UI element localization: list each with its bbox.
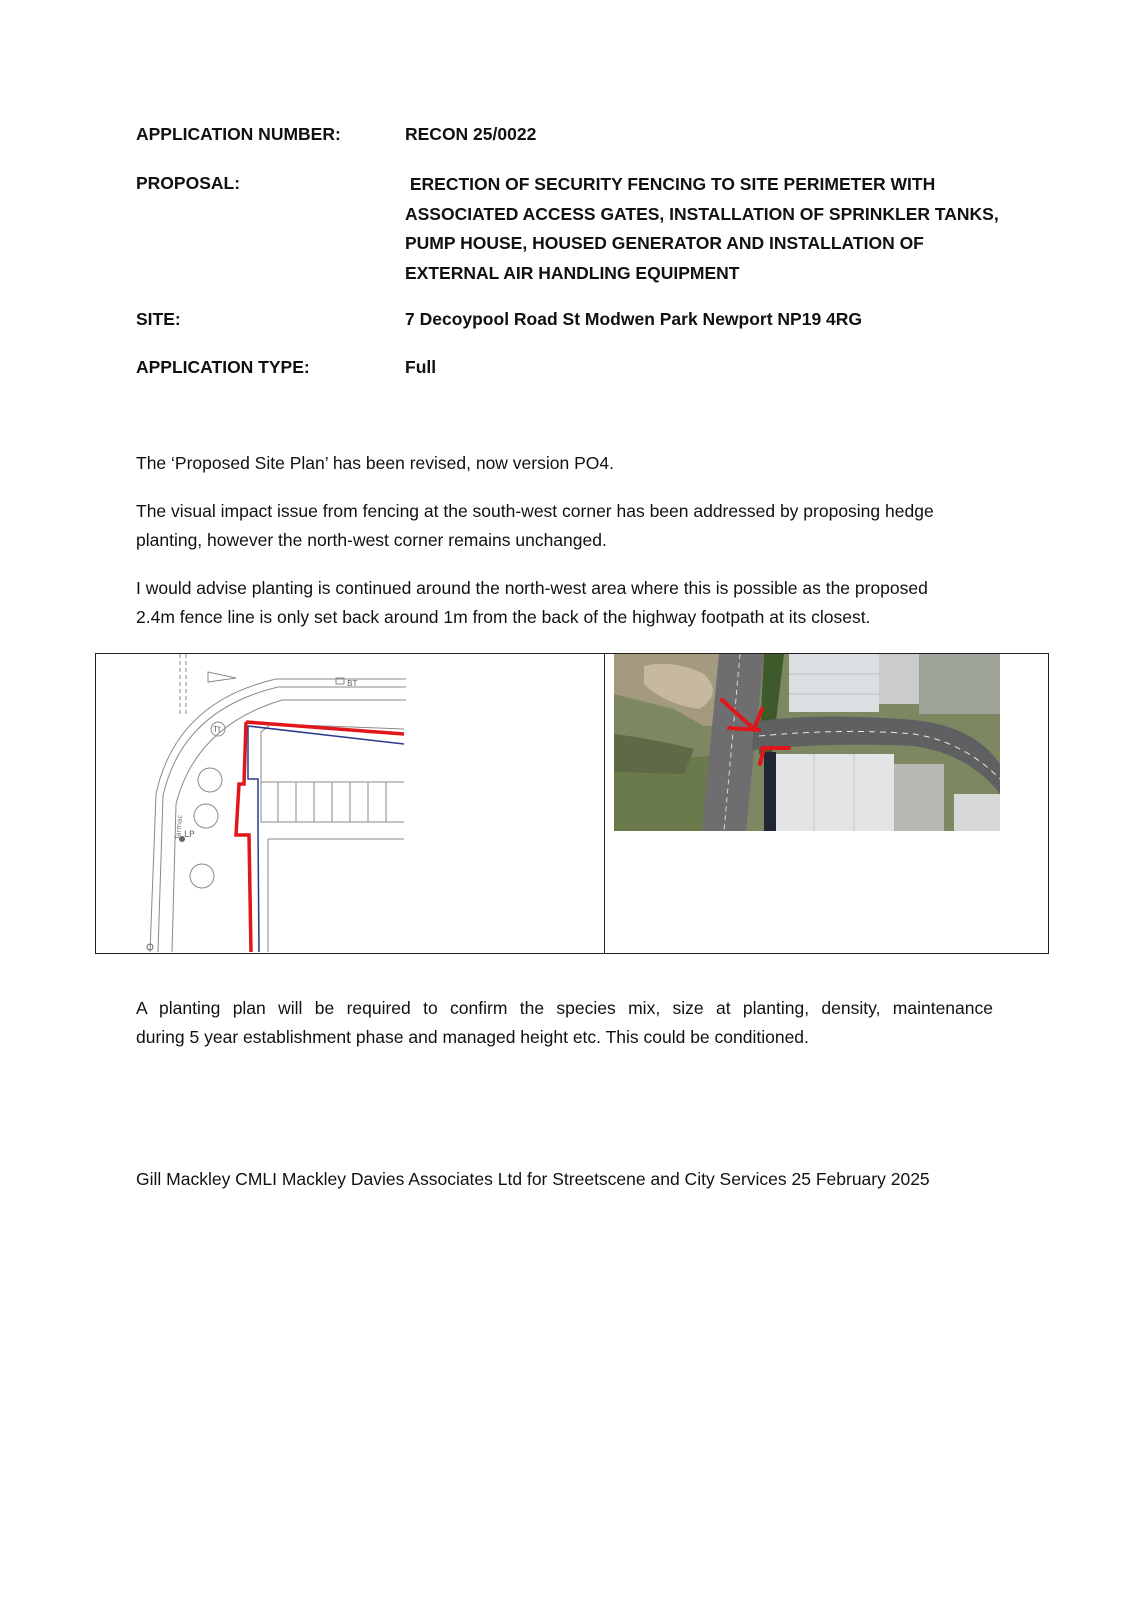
aerial-photo xyxy=(614,654,1000,831)
tarmac-label: Tarmac xyxy=(174,814,185,841)
warehouse-roof-north xyxy=(789,654,879,712)
proposal-line: ASSOCIATED ACCESS GATES, INSTALLATION OF SPRINKLER TANKS, xyxy=(405,203,999,224)
building-shadow xyxy=(764,752,776,831)
site-plan-drawing xyxy=(96,654,604,953)
paragraph-line: The visual impact issue from fencing at the south-west corner has been addressed by proposing hedge xyxy=(136,501,934,521)
car-park xyxy=(894,764,944,831)
proposal-line: ERECTION OF SECURITY FENCING TO SITE PERIMETER WITH xyxy=(405,174,936,194)
paragraph-planting-plan xyxy=(136,994,993,1023)
adjacent-plot xyxy=(919,654,1000,714)
parking-bays xyxy=(278,782,386,822)
application-type-label: APPLICATION TYPE: xyxy=(136,357,310,377)
service-yard xyxy=(879,654,919,704)
proposal-label: PROPOSAL: xyxy=(136,173,241,193)
tt-label: Tt xyxy=(213,725,222,734)
warehouse-roof-south xyxy=(776,754,894,831)
site-value: 7 Decoypool Road St Modwen Park Newport NP19 4RG xyxy=(405,309,863,329)
road-arrow-marker xyxy=(208,672,236,682)
paragraph-visual-impact xyxy=(136,497,993,555)
bt-label: BT xyxy=(347,679,358,688)
site-label: SITE: xyxy=(136,309,181,329)
signature-text: Gill Mackley CMLI Mackley Davies Associates Ltd for Streetscene and City Services 25 February 2025 xyxy=(136,1169,930,1189)
application-type-value: Full xyxy=(405,357,437,377)
figure-divider xyxy=(604,654,605,953)
paragraph-line: during 5 year establishment phase and managed height etc. This could be conditioned. xyxy=(136,1027,809,1047)
site-figure xyxy=(95,653,1049,954)
signature-line xyxy=(136,1165,993,1194)
tree-symbol xyxy=(194,804,218,828)
lp-label: LP xyxy=(184,830,195,840)
paragraph-planting-plan-end xyxy=(136,1023,993,1052)
road-edge-inner xyxy=(158,687,406,952)
paragraph-line: The ‘Proposed Site Plan’ has been revised, now version PO4. xyxy=(136,453,614,473)
application-number-value: RECON 25/0022 xyxy=(405,124,537,144)
proposal-line: PUMP HOUSE, HOUSED GENERATOR AND INSTALLATION OF xyxy=(405,233,924,253)
tree-symbol xyxy=(198,768,222,792)
tree-symbol xyxy=(190,864,214,888)
paragraph-line: 2.4m fence line is only set back around 1m from the back of the highway footpath at its closest. xyxy=(136,607,871,627)
paragraph-line: I would advise planting is continued around the north-west area where this is possible as the proposed xyxy=(136,578,928,598)
paragraph-line: planting, however the north-west corner remains unchanged. xyxy=(136,530,607,550)
application-number-label: APPLICATION NUMBER: xyxy=(136,124,341,144)
paragraph-revision xyxy=(136,449,993,478)
proposal-value xyxy=(405,170,1005,288)
paragraph-advice xyxy=(136,574,993,632)
paragraph-line: A planting plan will be required to confirm the species mix, size at planting, density, maintenance xyxy=(136,998,993,1018)
proposal-line: EXTERNAL AIR HANDLING EQUIPMENT xyxy=(405,262,740,283)
footpath-edge xyxy=(172,700,406,952)
adjacent-building xyxy=(954,794,1000,831)
